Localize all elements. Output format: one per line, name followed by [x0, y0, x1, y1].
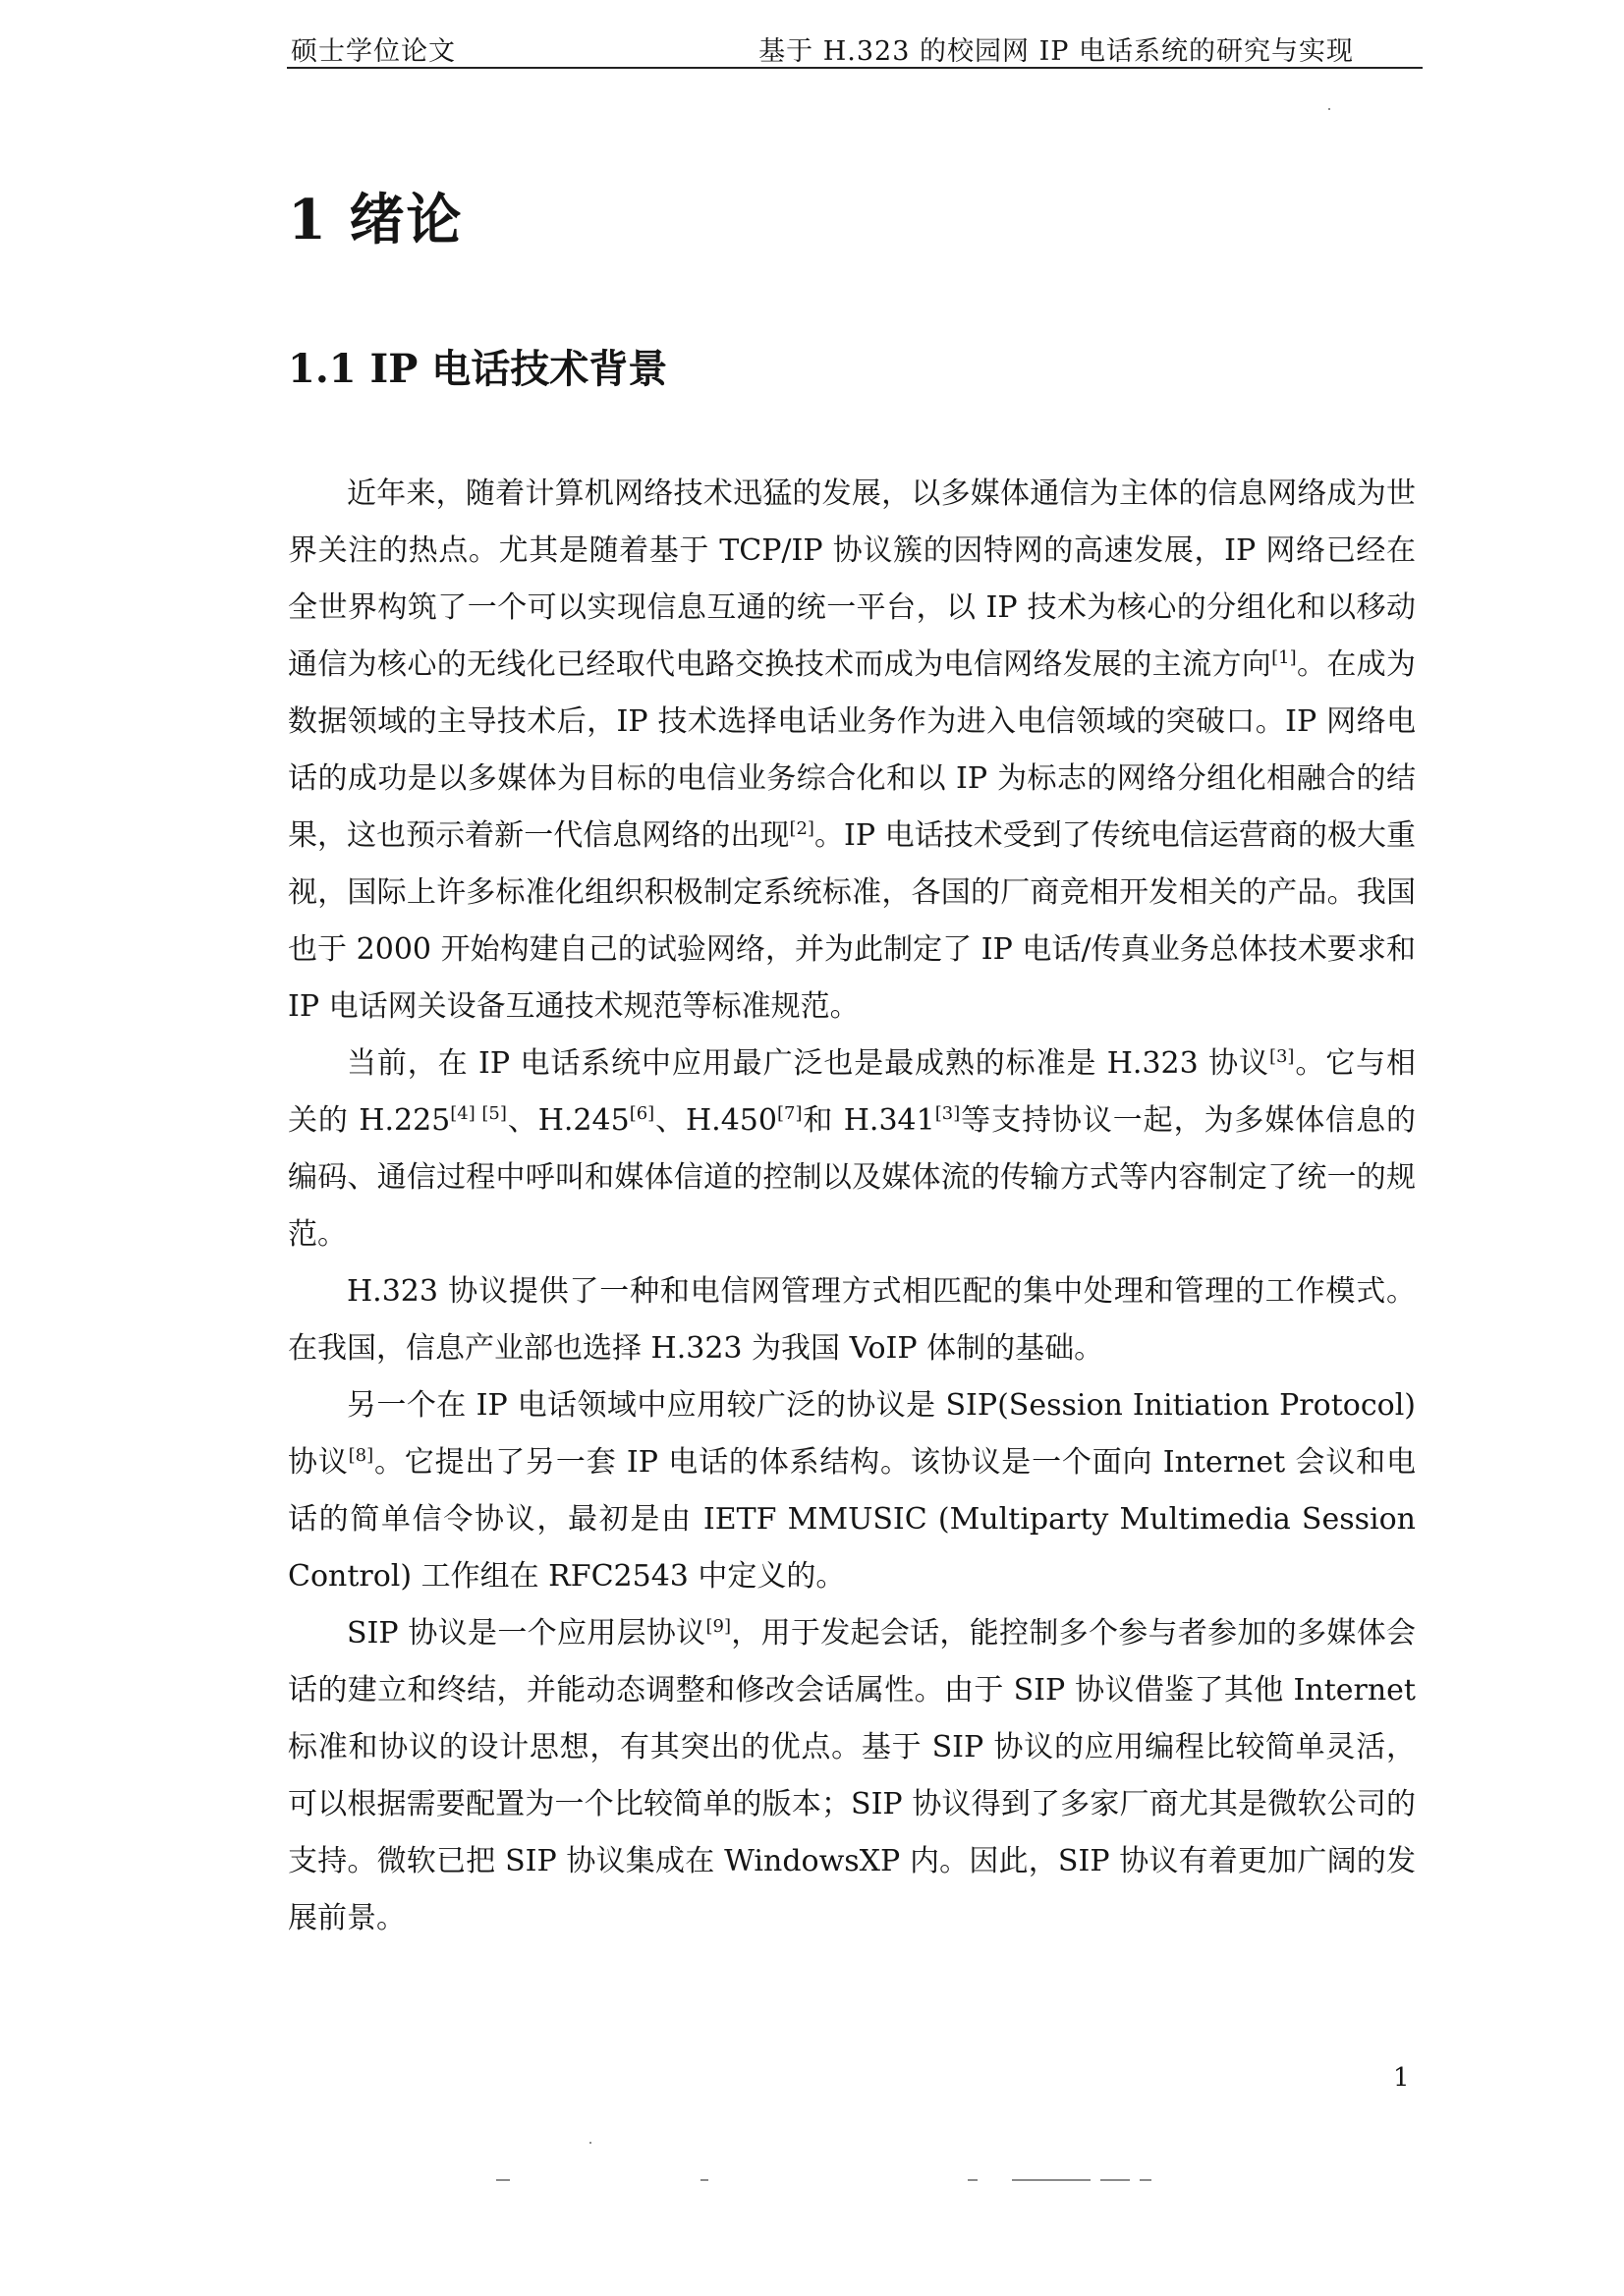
citation-ref: [3]	[934, 1103, 961, 1124]
text-run: 。IP 电话技术受到了传统电信运营商的极大重视，国际上许多标准化组织积极制定系统标准，各国的厂商竞相开发相关的产品。我国也于 2000 开始构建自己的试验网络，并为此制定了 IP 电话/传真业务总体技术要求和 IP 电话网关设备互通技术规范等标准规范。	[288, 818, 1417, 1024]
paragraph-2	[288, 1036, 1416, 1263]
scan-speck	[1140, 2179, 1151, 2181]
text-run: 。在成为数据领域的主导技术后，IP 技术选择电话业务作为进入电信领域的突破口。IP 网络电话的成功是以多媒体为目标的电信业务综合化和以 IP 为标志的网络分组化相融合的结果，这也预示着新一代信息网络的出现	[288, 647, 1417, 853]
text-run: SIP 协议是一个应用层协议	[347, 1616, 706, 1651]
paragraph-5	[288, 1605, 1416, 1947]
text-run: 、H.450	[654, 1103, 777, 1138]
scan-speck	[589, 2142, 591, 2144]
scan-speck	[1328, 108, 1330, 110]
body-text	[288, 466, 1416, 1947]
citation-ref: [3]	[1268, 1046, 1295, 1067]
paragraph-1	[288, 466, 1416, 1036]
text-run: 近年来，随着计算机网络技术迅猛的发展，以多媒体通信为主体的信息网络成为世界关注的热点。尤其是随着基于 TCP/IP 协议簇的因特网的高速发展，IP 网络已经在全世界构筑了一个可以实现信息互通的统一平台，以 IP 技术为核心的分组化和以移动通信为核心的无线化已经取代电路交换技术而成为电信网络发展的主流方向	[288, 476, 1416, 682]
citation-ref: [9]	[705, 1616, 731, 1637]
scan-speck	[496, 2179, 510, 2181]
page-number: 1	[1393, 2063, 1410, 2093]
paragraph-4	[288, 1377, 1416, 1605]
section-title: 1.1 IP 电话技术背景	[288, 346, 668, 392]
text-run: 和 H.341	[802, 1103, 935, 1138]
text-run: 当前，在 IP 电话系统中应用最广泛也是最成熟的标准是 H.323 协议	[347, 1046, 1269, 1081]
scan-speck	[968, 2179, 978, 2181]
thesis-title-label: 基于 H.323 的校园网 IP 电话系统的研究与实现	[758, 36, 1354, 67]
text-run: ，用于发起会话，能控制多个参与者参加的多媒体会话的建立和终结，并能动态调整和修改会话属性。由于 SIP 协议借鉴了其他 Internet 标准和协议的设计思想，有其突出的优点。基于 SIP 协议的应用编程比较简单灵活，可以根据需要配置为一个比较简单的版本；SIP 协议得到了多家厂商尤其是微软公司的支持。微软已把 SIP 协议集成在 WindowsXP 内。因此，SIP 协议有着更加广阔的发展前景。	[288, 1616, 1417, 1935]
paragraph-3	[288, 1263, 1416, 1377]
chapter-title: 1 绪论	[288, 188, 464, 252]
citation-ref: [1]	[1271, 647, 1297, 668]
text-run: 、H.245	[506, 1103, 630, 1138]
text-run: 。它与相关的 H.225	[288, 1046, 1417, 1138]
text-run: 等支持协议一起，为多媒体信息的编码、通信过程中呼叫和媒体信道的控制以及媒体流的传输方式等内容制定了统一的规范。	[288, 1103, 1416, 1252]
citation-ref: [7]	[776, 1103, 803, 1124]
thesis-type-label: 硕士学位论文	[291, 36, 456, 67]
citation-ref: [2]	[789, 818, 814, 839]
scan-speck	[1100, 2179, 1130, 2181]
text-run: 。它提出了另一套 IP 电话的体系结构。该协议是一个面向 Internet 会议和电话的简单信令协议，最初是由 IETF MMUSIC (Multiparty Multimedia Session Control) 工作组在 RFC2543 中定义的。	[288, 1445, 1416, 1594]
running-header	[287, 29, 1423, 69]
text-run: H.323 协议提供了一种和电信网管理方式相匹配的集中处理和管理的工作模式。在我国，信息产业部也选择 H.323 为我国 VoIP 体制的基础。	[288, 1274, 1416, 1366]
citation-ref: [8]	[348, 1445, 374, 1466]
citation-ref: [6]	[629, 1103, 655, 1124]
citation-ref: [4] [5]	[450, 1103, 507, 1124]
scan-speck	[700, 2179, 708, 2181]
text-run: 另一个在 IP 电话领域中应用较广泛的协议是 SIP(Session Initiation Protocol) 协议	[288, 1388, 1416, 1480]
scan-speck	[1012, 2179, 1091, 2181]
